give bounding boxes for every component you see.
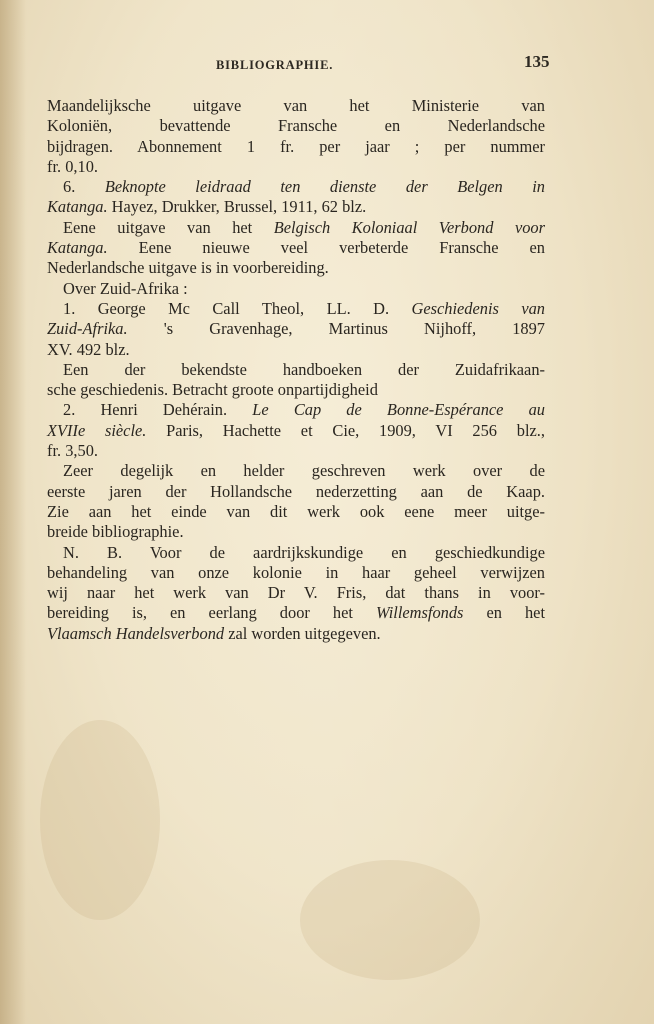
text-segment: Paris, Hachette et Cie, 1909, VI 256 blz.,: [146, 420, 545, 440]
book-title: Katanga.: [47, 197, 108, 217]
text-segment: wij naar het werk van Dr V. Fris, dat thans in voor-: [47, 583, 545, 603]
text-segment: Zie aan het einde van dit werk ook eene meer uitge-: [47, 501, 545, 521]
text-line: [47, 421, 545, 441]
text-segment: XV. 492 blz.: [47, 339, 130, 359]
text-segment: 1. George Mc Call Theol, LL. D.: [63, 298, 412, 318]
text-line: [47, 177, 545, 197]
text-segment: Eene nieuwe veel verbeterde Fransche en: [107, 238, 545, 258]
text-line: [47, 360, 545, 380]
text-line: [47, 197, 545, 217]
text-segment: Maandelijksche uitgave van het Ministerie van: [47, 96, 545, 115]
text-segment: 2. Henri Dehérain.: [63, 400, 253, 420]
text-line: [47, 482, 545, 502]
text-line: [47, 258, 545, 278]
text-segment: behandeling van onze kolonie in haar geheel verwijzen: [47, 562, 545, 582]
text-segment: bijdragen. Abonnement 1 fr. per jaar ; per nummer: [47, 136, 545, 156]
text-line: [47, 340, 545, 360]
text-line: [47, 299, 545, 319]
text-line: [47, 624, 545, 644]
text-segment: Een der bekendste handboeken der Zuidafrikaan-: [63, 359, 545, 379]
page-number: 135: [524, 52, 550, 71]
text-segment: fr. 3,50.: [47, 441, 98, 461]
text-line: [47, 238, 545, 258]
text-line: [47, 279, 545, 299]
section-heading: Over Zuid-Afrika :: [63, 278, 188, 298]
running-header: BIBLIOGRAPHIE.: [216, 58, 334, 72]
organisation-name: Belgisch Koloniaal Verbond voor: [273, 217, 545, 237]
organisation-name: Willemsfonds: [375, 603, 464, 623]
text-segment: fr. 0,10.: [47, 156, 98, 176]
text-line: [47, 157, 545, 177]
text-line: [47, 502, 545, 522]
text-line: [47, 522, 545, 542]
book-title: Geschiedenis van: [411, 298, 546, 318]
text-line: [47, 603, 545, 623]
text-segment: Hayez, Drukker, Brussel, 1911, 62 blz.: [107, 197, 367, 217]
text-line: [47, 583, 545, 603]
organisation-name: Katanga.: [47, 238, 108, 258]
book-title: XVIIe siècle.: [47, 420, 147, 440]
text-line: [47, 137, 545, 157]
text-line: [47, 441, 545, 461]
text-segment: en het: [463, 603, 545, 623]
text-line: [47, 380, 545, 400]
text-line: [47, 218, 545, 238]
text-line: [47, 400, 545, 420]
text-segment: breide bibliographie.: [47, 522, 184, 542]
text-line: [47, 96, 545, 116]
text-segment: Zeer degelijk en helder geschreven werk over de: [63, 461, 545, 481]
paper-stain: [40, 720, 160, 920]
text-segment: Eene uitgave van het: [63, 217, 274, 237]
text-line: [47, 319, 545, 339]
text-line: [47, 461, 545, 481]
organisation-name: Vlaamsch Handelsverbond: [47, 623, 225, 643]
book-title: Le Cap de Bonne-Espérance au: [252, 400, 545, 420]
text-line: [47, 116, 545, 136]
text-line: [47, 543, 545, 563]
text-segment: Koloniën, bevattende Fransche en Nederlandsche: [47, 116, 545, 136]
text-line: [47, 563, 545, 583]
text-segment: 's Gravenhage, Martinus Nijhoff, 1897: [127, 319, 545, 339]
book-title: Zuid-Afrika.: [47, 319, 128, 339]
text-segment: Nederlandsche uitgave is in voorbereiding.: [47, 258, 329, 278]
item-number: 6.: [63, 177, 105, 197]
text-segment: bereiding is, en eerlang door het: [47, 603, 376, 623]
text-segment: zal worden uitgegeven.: [224, 623, 381, 643]
book-title: Beknopte leidraad ten dienste der Belgen in: [104, 177, 545, 197]
text-segment: eerste jaren der Hollandsche nederzetting aan de Kaap.: [47, 481, 545, 501]
text-segment: sche geschiedenis. Betracht groote onpartijdigheid: [47, 380, 378, 400]
text-segment: N. B. Voor de aardrijkskundige en geschiedkundige: [63, 542, 545, 562]
paper-stain: [300, 860, 480, 980]
spine-shadow: [0, 0, 26, 1024]
page-body: [47, 96, 545, 644]
